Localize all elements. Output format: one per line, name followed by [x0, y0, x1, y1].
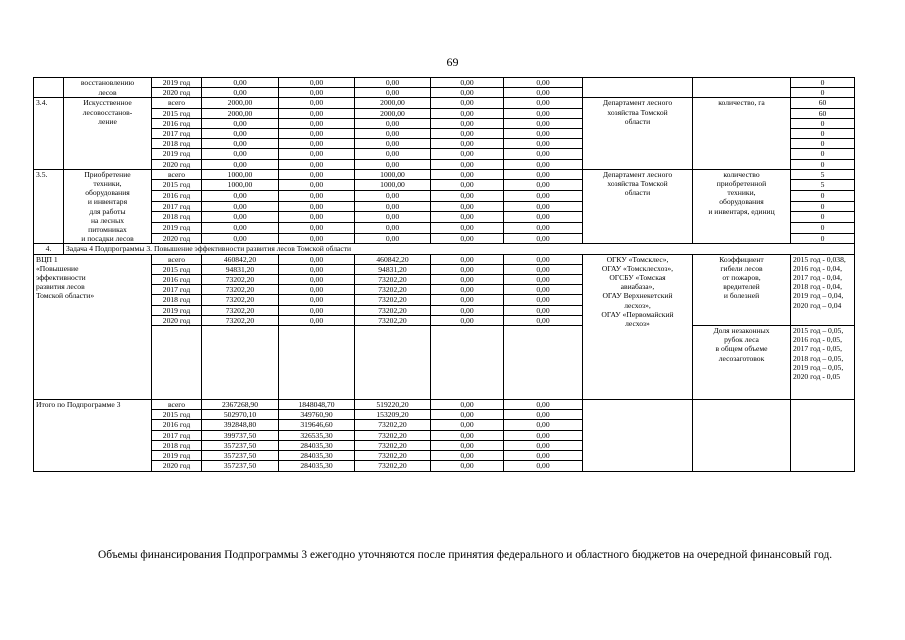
- item-name: восстановлению: [64, 78, 152, 88]
- value-cell: [202, 326, 279, 400]
- year-cell: 2020 год: [152, 233, 202, 244]
- cell-line: Коэффициент: [719, 254, 764, 264]
- value-cell: [504, 326, 583, 400]
- value-cell: 460842,20: [355, 254, 431, 264]
- value-cell: 73202,20: [355, 285, 431, 295]
- year-cell: 2016 год: [152, 275, 202, 285]
- value-cell: 0,00: [431, 169, 504, 180]
- value-cell: 0,00: [355, 233, 431, 244]
- cell-line: области: [624, 188, 651, 198]
- value-cell: 0,00: [431, 254, 504, 264]
- value-cell: 0,00: [431, 420, 504, 430]
- value-cell: 0,00: [279, 108, 355, 118]
- cell-line: 2019 год – 0,04,: [793, 291, 844, 301]
- value-cell: 326535,30: [279, 430, 355, 440]
- cell-line: 2017 год - 0,05,: [793, 344, 842, 354]
- value-cell: 0,00: [504, 98, 583, 108]
- value-cell: 0,00: [279, 169, 355, 180]
- indicator-name: [693, 88, 791, 98]
- cell-line: лесовосстанов-: [82, 107, 133, 117]
- value-cell: 0,00: [279, 264, 355, 274]
- cell-line: оборудования: [85, 188, 130, 198]
- cell-line: 2020 год - 0,05: [793, 372, 841, 382]
- value-cell: 1000,00: [202, 180, 279, 191]
- year-cell: 2018 год: [152, 440, 202, 450]
- value-cell: 0,00: [431, 88, 504, 98]
- value-cell: 1848048,70: [279, 400, 355, 410]
- table-row: [34, 78, 855, 88]
- value-cell: 0,00: [202, 212, 279, 223]
- value-cell: 2000,00: [202, 98, 279, 108]
- value-cell: [355, 326, 431, 400]
- cell-line: вредителей: [723, 282, 760, 292]
- footer-note: Объемы финансирования Подпрограммы 3 ежегодно уточняются после принятия федерального и областного бюджетов на очередной финансовый год.: [98, 549, 833, 561]
- indicator-value: 0: [791, 88, 855, 98]
- value-cell: 0,00: [279, 212, 355, 223]
- table-row: [34, 244, 855, 254]
- cell-line: «Повышение: [36, 263, 79, 273]
- value-cell: 0,00: [504, 201, 583, 212]
- item-name: [64, 169, 152, 244]
- cell-line: Департамент лесного: [602, 98, 673, 108]
- value-cell: 357237,50: [202, 440, 279, 450]
- financing-table: [33, 77, 855, 472]
- indicator-value: 0: [791, 118, 855, 128]
- cell-line: хозяйства Томской: [607, 107, 668, 117]
- value-cell: 0,00: [504, 129, 583, 139]
- value-cell: 94831,20: [355, 264, 431, 274]
- value-cell: 0,00: [355, 149, 431, 159]
- value-cell: 73202,20: [202, 295, 279, 305]
- year-cell: 2015 год: [152, 410, 202, 420]
- cell-line: развития лесов: [36, 282, 85, 292]
- year-cell: 2020 год: [152, 159, 202, 169]
- value-cell: 73202,20: [202, 305, 279, 315]
- value-cell: 0,00: [431, 315, 504, 325]
- item-number: 3.4.: [34, 98, 64, 169]
- value-cell: 0,00: [279, 305, 355, 315]
- cell-line: на лесных: [90, 215, 124, 225]
- value-cell: 0,00: [202, 233, 279, 244]
- value-cell: 0,00: [279, 295, 355, 305]
- cell-line: Приобретение: [84, 169, 131, 179]
- value-cell: 0,00: [504, 212, 583, 223]
- year-cell: 2017 год: [152, 285, 202, 295]
- value-cell: 0,00: [202, 78, 279, 88]
- value-cell: 73202,20: [355, 461, 431, 471]
- year-cell: 2016 год: [152, 118, 202, 128]
- value-cell: 392848,80: [202, 420, 279, 430]
- value-cell: 153209,20: [355, 410, 431, 420]
- value-cell: 2000,00: [355, 108, 431, 118]
- indicator-name: [693, 169, 791, 244]
- year-cell: 2017 год: [152, 201, 202, 212]
- value-cell: 1000,00: [355, 180, 431, 191]
- value-cell: 0,00: [431, 305, 504, 315]
- value-cell: 0,00: [202, 139, 279, 149]
- cell-line: и посадки лесов: [81, 234, 134, 244]
- value-cell: 0,00: [504, 451, 583, 461]
- cell-line: ОГАУ «Первомайский: [601, 309, 674, 319]
- value-cell: 0,00: [279, 315, 355, 325]
- item-name: лесов: [64, 88, 152, 98]
- value-cell: 0,00: [504, 315, 583, 325]
- value-cell: 357237,50: [202, 461, 279, 471]
- value-cell: 519220,20: [355, 400, 431, 410]
- table-row: [34, 88, 855, 98]
- value-cell: 73202,20: [355, 440, 431, 450]
- cell-line: от пожаров,: [722, 273, 761, 283]
- value-cell: 0,00: [504, 295, 583, 305]
- value-cell: 0,00: [431, 440, 504, 450]
- year-cell: всего: [152, 254, 202, 264]
- indicator-value: [791, 400, 855, 471]
- task-title: Задача 4 Подпрограммы 3. Повышение эффективности развития лесов Томской области: [64, 244, 855, 254]
- year-cell: 2019 год: [152, 149, 202, 159]
- cell-line: лесхоз»,: [624, 300, 651, 310]
- cell-line: лесозаготовок: [718, 353, 765, 363]
- value-cell: 0,00: [504, 169, 583, 180]
- value-cell: 0,00: [504, 254, 583, 264]
- value-cell: 73202,20: [355, 430, 431, 440]
- value-cell: 0,00: [279, 159, 355, 169]
- value-cell: 0,00: [504, 461, 583, 471]
- cell-line: хозяйства Томской: [607, 179, 668, 189]
- cell-line: приобретенной: [716, 179, 767, 189]
- table-row: [34, 400, 855, 410]
- value-cell: 0,00: [431, 233, 504, 244]
- executor-cell: [583, 88, 693, 98]
- value-cell: 0,00: [431, 430, 504, 440]
- value-cell: 0,00: [431, 410, 504, 420]
- value-cell: 1000,00: [355, 169, 431, 180]
- value-cell: 0,00: [279, 139, 355, 149]
- indicator-value: 0: [791, 191, 855, 202]
- value-cell: 0,00: [504, 159, 583, 169]
- table-row: [34, 254, 855, 264]
- cell-line: Доля незаконных: [713, 326, 770, 336]
- value-cell: 0,00: [279, 149, 355, 159]
- indicator-value: 0: [791, 139, 855, 149]
- value-cell: 0,00: [279, 129, 355, 139]
- cell-line: для работы: [89, 206, 126, 216]
- cell-line: техники,: [727, 188, 756, 198]
- cell-line: ОГАУ Верхнекетский: [602, 291, 673, 301]
- indicator-value: 5: [791, 169, 855, 180]
- year-cell: 2018 год: [152, 139, 202, 149]
- cell-line: эффективности: [36, 273, 86, 283]
- indicator-name: [693, 78, 791, 88]
- value-cell: 0,00: [504, 430, 583, 440]
- cell-line: и болезней: [723, 291, 760, 301]
- indicator-value: [791, 326, 855, 400]
- value-cell: 2367268,90: [202, 400, 279, 410]
- value-cell: 284035,30: [279, 461, 355, 471]
- year-cell: 2016 год: [152, 191, 202, 202]
- indicator-value: 0: [791, 149, 855, 159]
- value-cell: 0,00: [431, 264, 504, 274]
- value-cell: 73202,20: [202, 275, 279, 285]
- item-number: [34, 78, 64, 88]
- value-cell: 502970,10: [202, 410, 279, 420]
- indicator-name: [693, 326, 791, 400]
- value-cell: 0,00: [431, 451, 504, 461]
- year-cell: 2015 год: [152, 264, 202, 274]
- value-cell: 0,00: [355, 201, 431, 212]
- value-cell: 0,00: [355, 88, 431, 98]
- value-cell: 0,00: [431, 400, 504, 410]
- item-number: 3.5.: [34, 169, 64, 244]
- value-cell: 0,00: [504, 410, 583, 420]
- value-cell: 0,00: [504, 420, 583, 430]
- year-cell: 2016 год: [152, 420, 202, 430]
- indicator-value: 0: [791, 201, 855, 212]
- value-cell: 0,00: [431, 98, 504, 108]
- cell-line: области: [624, 116, 651, 126]
- cell-line: в общем объеме: [715, 344, 768, 354]
- value-cell: 0,00: [202, 149, 279, 159]
- indicator-value: [791, 254, 855, 325]
- executor-cell: [583, 78, 693, 88]
- year-cell: 2018 год: [152, 295, 202, 305]
- value-cell: 0,00: [504, 264, 583, 274]
- indicator-name: [693, 254, 791, 325]
- value-cell: 0,00: [431, 285, 504, 295]
- cell-line: ОГКУ «Томсклес»,: [606, 254, 669, 264]
- cell-line: ВЦП 1: [36, 254, 58, 264]
- value-cell: 0,00: [279, 78, 355, 88]
- year-cell: 2015 год: [152, 180, 202, 191]
- cell-line: 2016 год - 0,05,: [793, 335, 842, 345]
- value-cell: 0,00: [202, 88, 279, 98]
- cell-line: ление: [98, 116, 117, 126]
- value-cell: 0,00: [504, 191, 583, 202]
- value-cell: 0,00: [279, 223, 355, 234]
- value-cell: 0,00: [504, 108, 583, 118]
- item-number: [34, 88, 64, 98]
- value-cell: 357237,50: [202, 451, 279, 461]
- value-cell: 0,00: [279, 275, 355, 285]
- cell-line: 2017 год - 0,04,: [793, 273, 842, 283]
- value-cell: 0,00: [431, 201, 504, 212]
- value-cell: 0,00: [279, 88, 355, 98]
- year-cell: 2019 год: [152, 223, 202, 234]
- year-cell: [152, 326, 202, 400]
- value-cell: 2000,00: [355, 98, 431, 108]
- value-cell: 0,00: [279, 254, 355, 264]
- value-cell: 0,00: [355, 212, 431, 223]
- cell-line: авиабаза»,: [620, 282, 655, 292]
- value-cell: 0,00: [202, 118, 279, 128]
- value-cell: [431, 326, 504, 400]
- value-cell: 0,00: [504, 118, 583, 128]
- year-cell: 2020 год: [152, 315, 202, 325]
- item-number: 4.: [34, 244, 64, 254]
- value-cell: 0,00: [431, 129, 504, 139]
- value-cell: 399737,50: [202, 430, 279, 440]
- value-cell: 0,00: [355, 159, 431, 169]
- cell-line: рубок леса: [724, 335, 759, 345]
- cell-line: и инвентаря, единиц: [708, 206, 775, 216]
- table-row: [34, 169, 855, 180]
- cell-line: Искусственное: [83, 98, 132, 108]
- value-cell: 0,00: [279, 285, 355, 295]
- value-cell: 0,00: [431, 159, 504, 169]
- value-cell: 0,00: [355, 223, 431, 234]
- year-cell: 2019 год: [152, 451, 202, 461]
- value-cell: 0,00: [431, 295, 504, 305]
- value-cell: 0,00: [504, 88, 583, 98]
- value-cell: 0,00: [431, 191, 504, 202]
- cell-line: 2019 год – 0,05,: [793, 362, 844, 372]
- indicator-value: 5: [791, 180, 855, 191]
- value-cell: 0,00: [279, 201, 355, 212]
- table-row: [34, 98, 855, 108]
- cell-line: ОГАУ «Томсклесхоз»,: [601, 263, 674, 273]
- value-cell: 0,00: [279, 98, 355, 108]
- cell-line: 2015 год – 0,05,: [793, 326, 844, 336]
- value-cell: [279, 326, 355, 400]
- value-cell: 0,00: [431, 212, 504, 223]
- value-cell: 1000,00: [202, 169, 279, 180]
- cell-line: 2018 год – 0,05,: [793, 353, 844, 363]
- value-cell: 0,00: [504, 149, 583, 159]
- value-cell: 0,00: [279, 180, 355, 191]
- value-cell: 73202,20: [355, 315, 431, 325]
- value-cell: 73202,20: [355, 305, 431, 315]
- year-cell: 2017 год: [152, 129, 202, 139]
- total-label: Итого по Подпрограмме 3: [34, 400, 152, 471]
- value-cell: 0,00: [355, 78, 431, 88]
- value-cell: 0,00: [431, 149, 504, 159]
- year-cell: всего: [152, 98, 202, 108]
- value-cell: 73202,20: [202, 315, 279, 325]
- cell-line: 2016 год - 0,04,: [793, 263, 842, 273]
- value-cell: 0,00: [355, 129, 431, 139]
- value-cell: 73202,20: [202, 285, 279, 295]
- value-cell: 2000,00: [202, 108, 279, 118]
- indicator-value: 60: [791, 108, 855, 118]
- value-cell: 73202,20: [355, 420, 431, 430]
- executor-cell: [583, 169, 693, 244]
- value-cell: 0,00: [279, 191, 355, 202]
- value-cell: 0,00: [431, 275, 504, 285]
- value-cell: 0,00: [431, 180, 504, 191]
- value-cell: 0,00: [504, 285, 583, 295]
- executor-cell: [583, 254, 693, 399]
- indicator-value: 0: [791, 212, 855, 223]
- value-cell: 0,00: [504, 400, 583, 410]
- value-cell: 0,00: [504, 233, 583, 244]
- year-cell: 2020 год: [152, 88, 202, 98]
- value-cell: 73202,20: [355, 451, 431, 461]
- item-name: [64, 98, 152, 169]
- cell-line: техники,: [93, 179, 122, 189]
- value-cell: 284035,30: [279, 440, 355, 450]
- value-cell: 0,00: [431, 223, 504, 234]
- value-cell: 0,00: [279, 233, 355, 244]
- value-cell: 0,00: [431, 139, 504, 149]
- cell-line: 2018 год - 0,04,: [793, 282, 842, 292]
- value-cell: 0,00: [504, 180, 583, 191]
- table-row: [34, 326, 855, 400]
- executor-cell: [583, 98, 693, 169]
- cell-line: 2020 год – 0,04: [793, 300, 842, 310]
- cell-line: гибели лесов: [720, 263, 763, 273]
- year-cell: 2019 год: [152, 305, 202, 315]
- value-cell: 0,00: [504, 440, 583, 450]
- cell-line: Томской области»: [36, 291, 95, 301]
- value-cell: 0,00: [504, 305, 583, 315]
- cell-line: 2015 год - 0,038,: [793, 254, 846, 264]
- value-cell: 0,00: [355, 139, 431, 149]
- indicator-value: 0: [791, 223, 855, 234]
- value-cell: 0,00: [431, 108, 504, 118]
- indicator-value: 0: [791, 129, 855, 139]
- value-cell: 284035,30: [279, 451, 355, 461]
- value-cell: 0,00: [504, 275, 583, 285]
- value-cell: 460842,20: [202, 254, 279, 264]
- value-cell: 0,00: [504, 78, 583, 88]
- year-cell: всего: [152, 169, 202, 180]
- indicator-name: количество, га: [693, 98, 791, 169]
- value-cell: 0,00: [431, 118, 504, 128]
- value-cell: 0,00: [202, 191, 279, 202]
- value-cell: 94831,20: [202, 264, 279, 274]
- value-cell: 0,00: [431, 78, 504, 88]
- value-cell: 0,00: [504, 139, 583, 149]
- cell-line: оборудования: [719, 197, 764, 207]
- cell-line: ОГСБУ «Томская: [609, 273, 666, 283]
- indicator-name: [693, 400, 791, 471]
- year-cell: 2017 год: [152, 430, 202, 440]
- year-cell: 2020 год: [152, 461, 202, 471]
- page-number: 69: [446, 55, 459, 69]
- indicator-value: 0: [791, 233, 855, 244]
- year-cell: всего: [152, 400, 202, 410]
- value-cell: 0,00: [279, 118, 355, 128]
- value-cell: 0,00: [431, 461, 504, 471]
- value-cell: 73202,20: [355, 295, 431, 305]
- value-cell: 0,00: [355, 191, 431, 202]
- value-cell: 0,00: [202, 223, 279, 234]
- indicator-value: 0: [791, 78, 855, 88]
- cell-line: количество: [723, 169, 760, 179]
- cell-line: и инвентаря: [87, 197, 128, 207]
- year-cell: 2019 год: [152, 78, 202, 88]
- value-cell: 0,00: [355, 118, 431, 128]
- value-cell: 0,00: [504, 223, 583, 234]
- value-cell: 349760,90: [279, 410, 355, 420]
- executor-cell: [583, 400, 693, 471]
- value-cell: 0,00: [202, 159, 279, 169]
- cell-line: лесхоз»: [625, 319, 650, 329]
- value-cell: 73202,20: [355, 275, 431, 285]
- vcp-name: [34, 254, 152, 399]
- cell-line: Департамент лесного: [602, 169, 673, 179]
- value-cell: 0,00: [202, 129, 279, 139]
- value-cell: 319646,60: [279, 420, 355, 430]
- cell-line: питомниках: [88, 225, 127, 235]
- year-cell: 2015 год: [152, 108, 202, 118]
- indicator-value: 60: [791, 98, 855, 108]
- value-cell: 0,00: [202, 201, 279, 212]
- indicator-value: 0: [791, 159, 855, 169]
- year-cell: 2018 год: [152, 212, 202, 223]
